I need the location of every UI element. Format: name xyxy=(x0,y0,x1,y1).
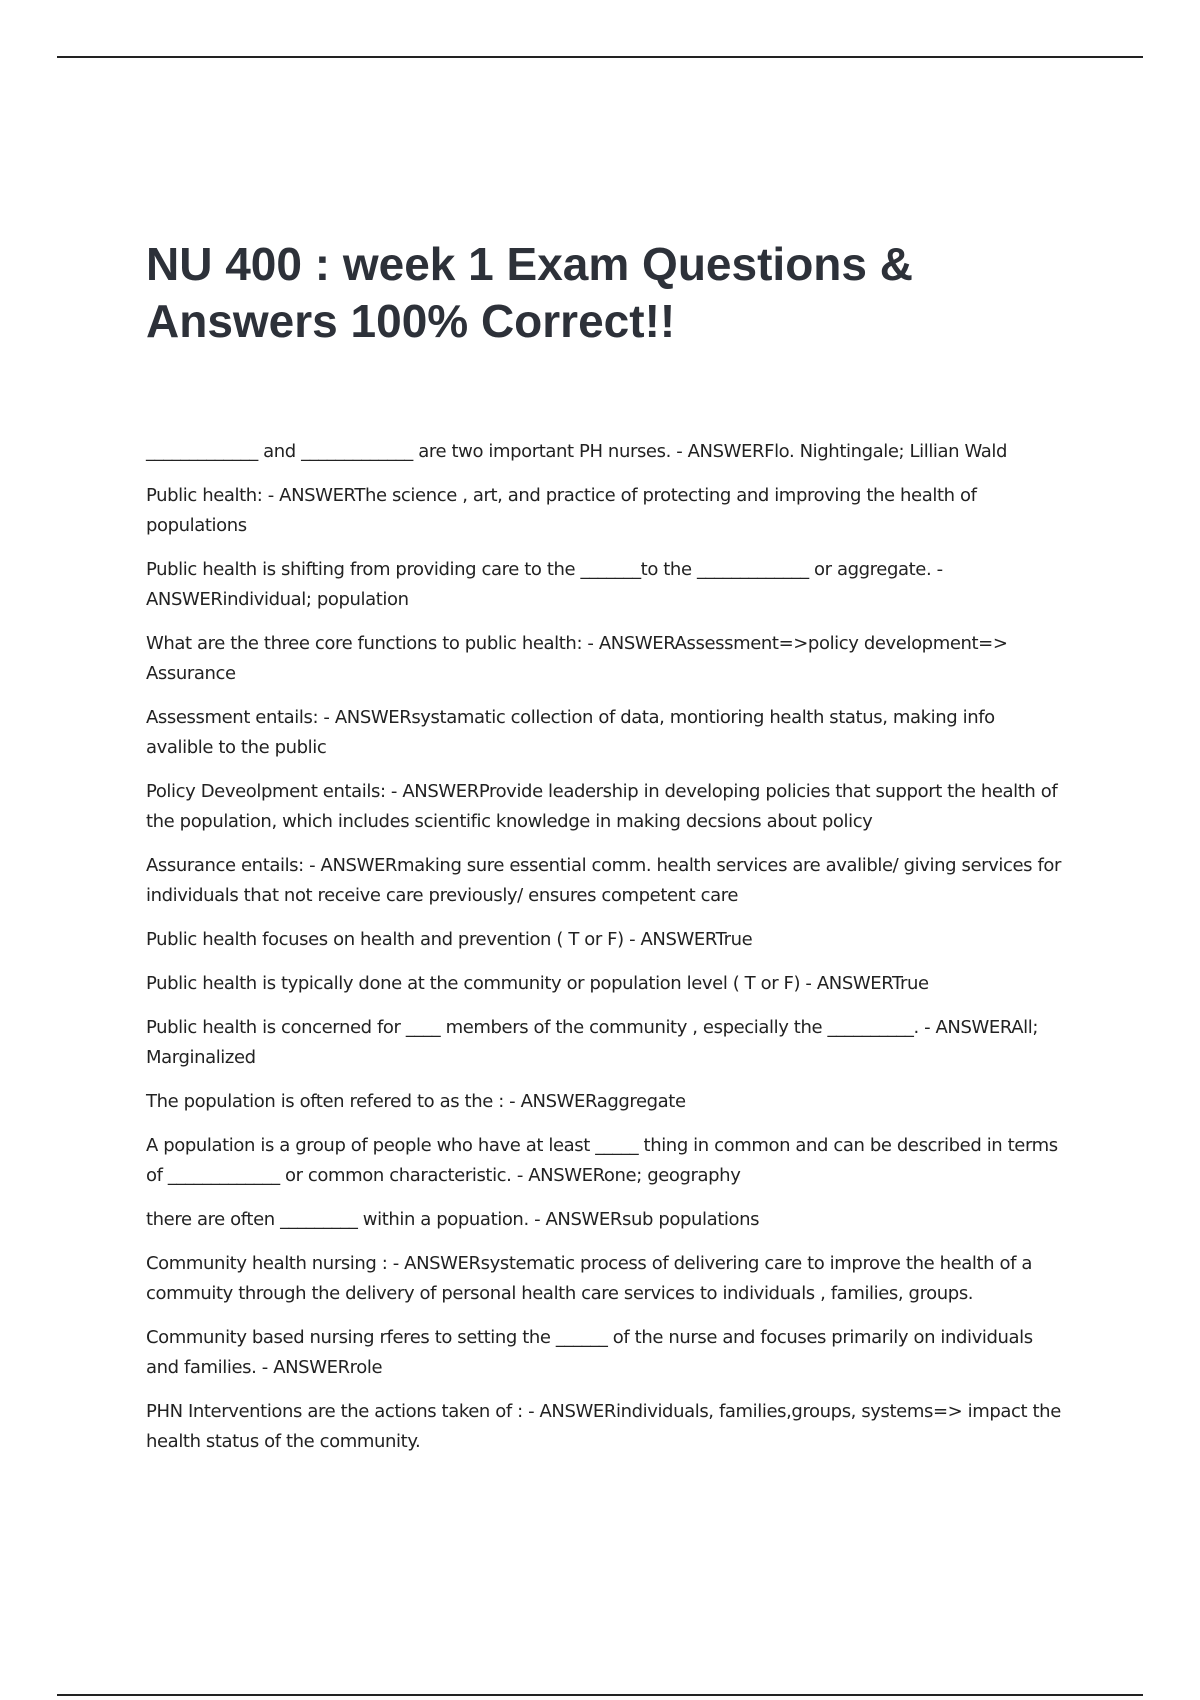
qa-item: Public health is typically done at the community or population level ( T or F) - ANSWERTrue xyxy=(146,973,929,994)
qa-item: Policy Deveolpment entails: - ANSWERProvide leadership in developing policies that support the health of the population, which includes scientific knowledge in making decsions about policy xyxy=(146,781,1058,832)
qa-item: Public health focuses on health and prevention ( T or F) - ANSWERTrue xyxy=(146,929,753,950)
qa-item: Assurance entails: - ANSWERmaking sure essential comm. health services are avalible/ giving services for individuals that not receive care previously/ ensures competent care xyxy=(146,855,1061,906)
qa-list xyxy=(146,437,1066,1471)
qa-item: Assessment entails: - ANSWERsystamatic collection of data, montioring health status, making info avalible to the public xyxy=(146,707,995,758)
page-title: NU 400 : week 1 Exam Questions & Answers 100% Correct!! xyxy=(146,238,913,347)
qa-item: Public health: - ANSWERThe science , art, and practice of protecting and improving the health of populations xyxy=(146,485,977,536)
qa-item: there are often _________ within a popuation. - ANSWERsub populations xyxy=(146,1209,760,1230)
qa-item: Community health nursing : - ANSWERsystematic process of delivering care to improve the health of a commuity through the delivery of personal health care services to individuals , families, groups. xyxy=(146,1253,1032,1304)
qa-item: Public health is shifting from providing care to the _______to the _____________ or aggregate. - ANSWERindividual; population xyxy=(146,559,943,610)
top-rule xyxy=(57,56,1143,58)
bottom-rule xyxy=(57,1694,1143,1696)
qa-item: A population is a group of people who have at least _____ thing in common and can be described in terms of _____________ or common characteristic. - ANSWERone; geography xyxy=(146,1135,1058,1186)
qa-item: Community based nursing rferes to setting the ______ of the nurse and focuses primarily on individuals and families. - ANSWERrole xyxy=(146,1327,1033,1378)
qa-item: Public health is concerned for ____ members of the community , especially the __________. - ANSWERAll; Marginalized xyxy=(146,1017,1039,1068)
qa-item: PHN Interventions are the actions taken of : - ANSWERindividuals, families,groups, systems=> impact the health status of the community. xyxy=(146,1401,1061,1452)
qa-item: The population is often refered to as the : - ANSWERaggregate xyxy=(146,1091,686,1112)
qa-item: What are the three core functions to public health: - ANSWERAssessment=>policy development=> Assurance xyxy=(146,633,1008,684)
qa-item: _____________ and _____________ are two important PH nurses. - ANSWERFlo. Nightingale; Lillian Wald xyxy=(146,441,1007,462)
